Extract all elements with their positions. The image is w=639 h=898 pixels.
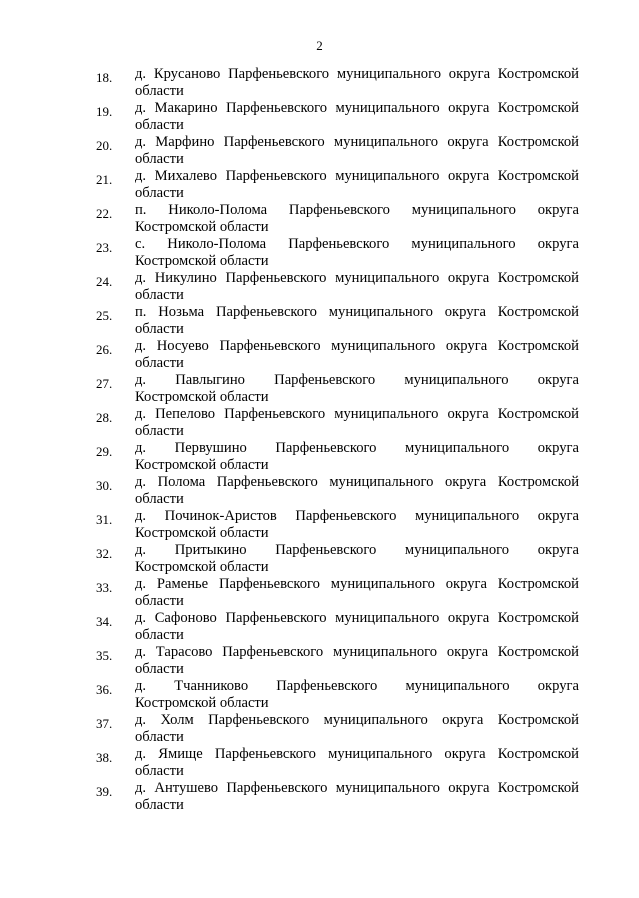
item-text-line-1: д. Раменье Парфеньевского муниципального округа Костромской: [135, 576, 579, 592]
item-number: 26.: [96, 342, 113, 357]
list-item: [0, 610, 639, 644]
item-text-line-1: д. Починок-Аристов Парфеньевского муниципального округа: [135, 508, 579, 524]
item-text-line-2: Костромской области: [135, 389, 269, 405]
list-item: [0, 780, 639, 814]
item-text-line-1: д. Тчанниково Парфеньевского муниципального округа: [135, 678, 579, 694]
item-number: 25.: [96, 308, 113, 323]
item-number: 32.: [96, 546, 113, 561]
item-text: [135, 644, 579, 678]
item-text: [135, 202, 579, 236]
item-text-line-1: д. Холм Парфеньевского муниципального округа Костромской: [135, 712, 579, 728]
list-item: [0, 134, 639, 168]
item-number: 23.: [96, 240, 113, 255]
item-number: 36.: [96, 682, 113, 697]
item-text-line-2: области: [135, 321, 184, 337]
item-number: 22.: [96, 206, 113, 221]
item-text-line-1: д. Первушино Парфеньевского муниципального округа: [135, 440, 579, 456]
list-item: [0, 168, 639, 202]
item-number: 31.: [96, 512, 113, 527]
item-number: 33.: [96, 580, 113, 595]
item-text-line-2: области: [135, 287, 184, 303]
list-item: [0, 100, 639, 134]
item-text: [135, 236, 579, 270]
item-number: 34.: [96, 614, 113, 629]
list-item: [0, 644, 639, 678]
item-text: [135, 440, 579, 474]
item-text: [135, 746, 579, 780]
item-text-line-2: области: [135, 797, 184, 813]
item-number: 21.: [96, 172, 113, 187]
item-text: [135, 576, 579, 610]
item-text: [135, 610, 579, 644]
page-number: 2: [316, 38, 323, 53]
item-text: [135, 712, 579, 746]
item-number: 24.: [96, 274, 113, 289]
list-item: [0, 406, 639, 440]
item-text-line-1: д. Никулино Парфеньевского муниципального округа Костромской: [135, 270, 579, 286]
item-text-line-2: области: [135, 83, 184, 99]
item-text-line-1: п. Николо-Полома Парфеньевского муниципального округа: [135, 202, 579, 218]
item-text-line-1: д. Носуево Парфеньевского муниципального округа Костромской: [135, 338, 579, 354]
list-item: [0, 678, 639, 712]
list-item: [0, 440, 639, 474]
item-number: 19.: [96, 104, 113, 119]
item-text-line-2: области: [135, 491, 184, 507]
item-text-line-2: области: [135, 763, 184, 779]
list-item: [0, 508, 639, 542]
item-text: [135, 134, 579, 168]
item-text: [135, 304, 579, 338]
item-text-line-1: д. Тарасово Парфеньевского муниципального округа Костромской: [135, 644, 579, 660]
item-text-line-1: д. Михалево Парфеньевского муниципального округа Костромской: [135, 168, 579, 184]
item-text-line-1: п. Нозьма Парфеньевского муниципального округа Костромской: [135, 304, 579, 320]
item-number: 20.: [96, 138, 113, 153]
item-text-line-1: д. Марфино Парфеньевского муниципального округа Костромской: [135, 134, 579, 150]
item-text: [135, 66, 579, 100]
item-number: 30.: [96, 478, 113, 493]
item-text-line-2: области: [135, 729, 184, 745]
item-text-line-2: Костромской области: [135, 695, 269, 711]
item-text-line-2: Костромской области: [135, 253, 269, 269]
item-number: 18.: [96, 70, 113, 85]
item-text-line-2: области: [135, 593, 184, 609]
item-number: 38.: [96, 750, 113, 765]
item-text: [135, 474, 579, 508]
item-number: 39.: [96, 784, 113, 799]
list-item: [0, 746, 639, 780]
list-item: [0, 474, 639, 508]
item-text-line-2: Костромской области: [135, 525, 269, 541]
item-text-line-1: д. Пепелово Парфеньевского муниципального округа Костромской: [135, 406, 579, 422]
item-text-line-2: Костромской области: [135, 457, 269, 473]
list-item: [0, 338, 639, 372]
item-text-line-1: д. Макарино Парфеньевского муниципального округа Костромской: [135, 100, 579, 116]
item-number: 27.: [96, 376, 113, 391]
item-text-line-2: области: [135, 627, 184, 643]
item-text-line-1: с. Николо-Полома Парфеньевского муниципального округа: [135, 236, 579, 252]
item-text: [135, 338, 579, 372]
item-text-line-1: д. Сафоново Парфеньевского муниципального округа Костромской: [135, 610, 579, 626]
item-text-line-2: области: [135, 117, 184, 133]
item-text-line-1: д. Павлыгино Парфеньевского муниципального округа: [135, 372, 579, 388]
item-text: [135, 168, 579, 202]
list-item: [0, 202, 639, 236]
item-text: [135, 100, 579, 134]
item-number: 29.: [96, 444, 113, 459]
item-text-line-2: Костромской области: [135, 559, 269, 575]
item-number: 28.: [96, 410, 113, 425]
list-item: [0, 270, 639, 304]
item-text: [135, 270, 579, 304]
list-item: [0, 372, 639, 406]
item-number: 35.: [96, 648, 113, 663]
item-text-line-2: области: [135, 355, 184, 371]
item-text-line-1: д. Полома Парфеньевского муниципального округа Костромской: [135, 474, 579, 490]
item-text: [135, 542, 579, 576]
item-text: [135, 406, 579, 440]
item-text-line-2: области: [135, 151, 184, 167]
item-number: 37.: [96, 716, 113, 731]
item-text: [135, 508, 579, 542]
list-item: [0, 236, 639, 270]
item-text: [135, 780, 579, 814]
item-text-line-1: д. Притыкино Парфеньевского муниципального округа: [135, 542, 579, 558]
settlement-list: [0, 66, 639, 814]
list-item: [0, 712, 639, 746]
item-text-line-1: д. Ямище Парфеньевского муниципального округа Костромской: [135, 746, 579, 762]
item-text-line-2: области: [135, 185, 184, 201]
list-item: [0, 304, 639, 338]
list-item: [0, 66, 639, 100]
list-item: [0, 576, 639, 610]
item-text: [135, 678, 579, 712]
item-text-line-1: д. Крусаново Парфеньевского муниципального округа Костромской: [135, 66, 579, 82]
item-text-line-2: Костромской области: [135, 219, 269, 235]
item-text-line-2: области: [135, 661, 184, 677]
item-text: [135, 372, 579, 406]
item-text-line-1: д. Антушево Парфеньевского муниципального округа Костромской: [135, 780, 579, 796]
item-text-line-2: области: [135, 423, 184, 439]
list-item: [0, 542, 639, 576]
